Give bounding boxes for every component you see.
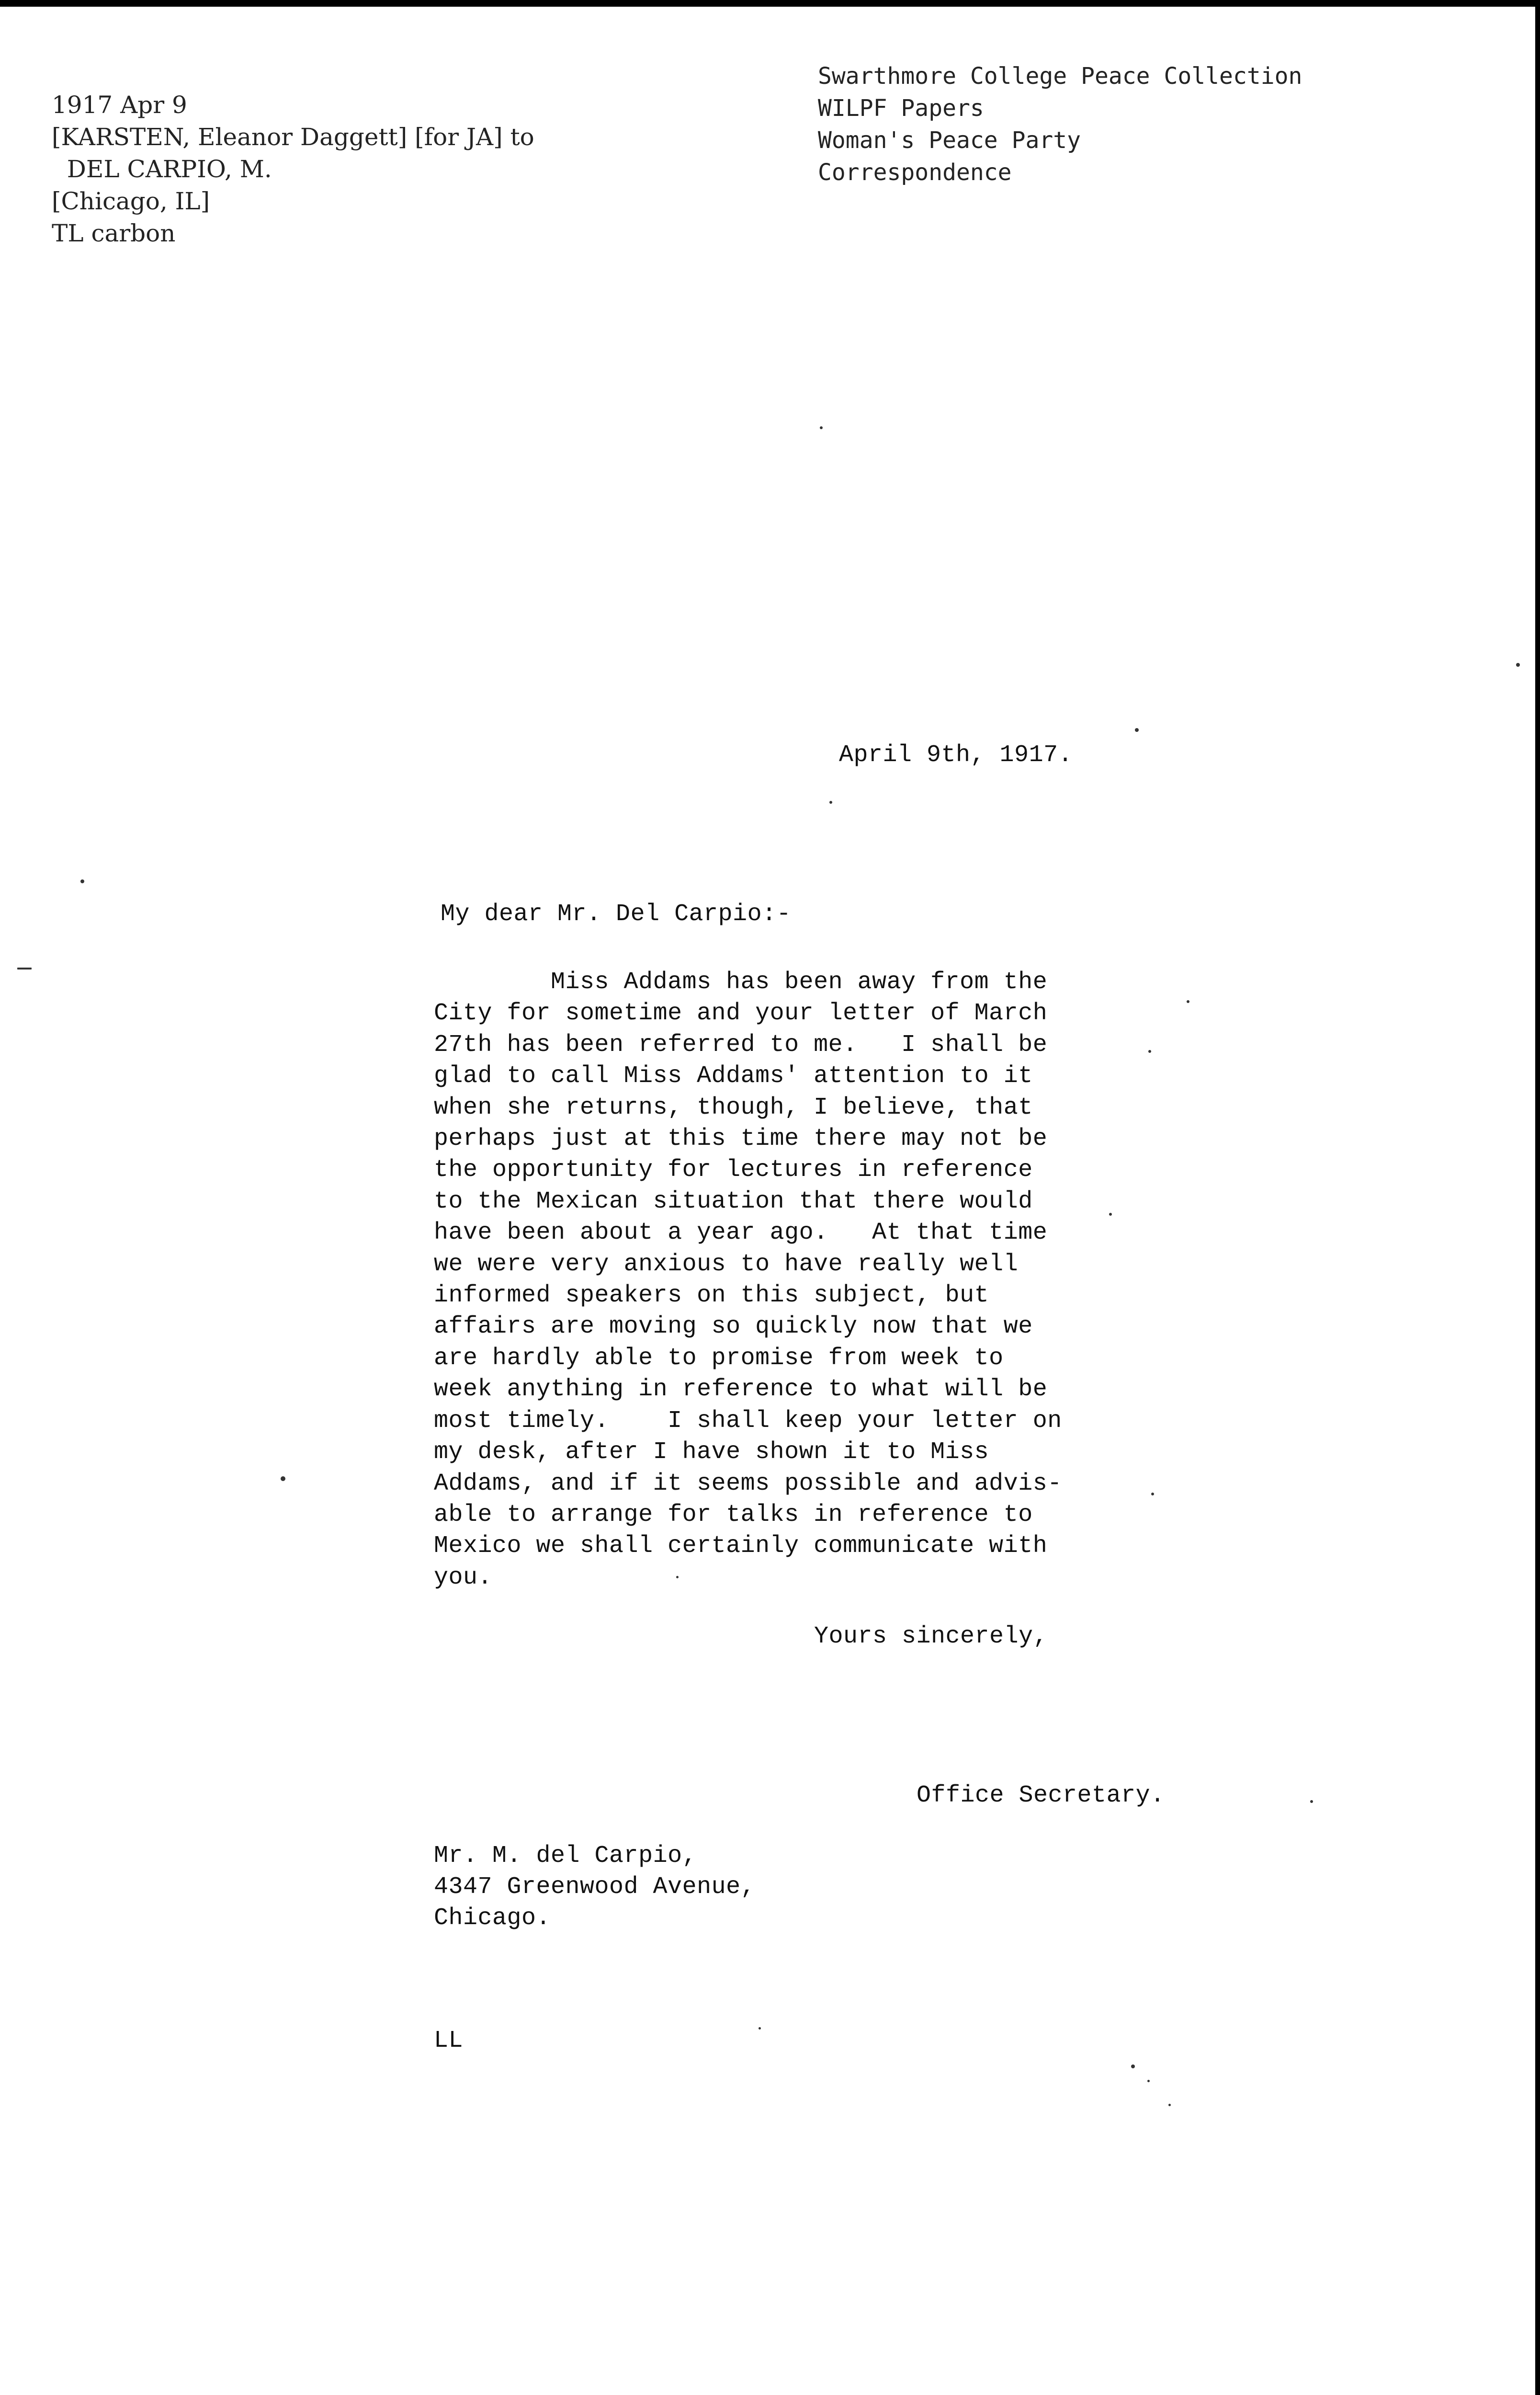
body-line: glad to call Miss Addams' attention to it xyxy=(434,1062,1033,1090)
recipient-address xyxy=(434,1840,755,1934)
scan-speck xyxy=(820,426,823,429)
scan-speck xyxy=(1187,1000,1189,1003)
letter-closing: Yours sincerely, xyxy=(814,1623,1048,1650)
scan-speck xyxy=(1151,1493,1154,1495)
body-line: 27th has been referred to me. I shall be xyxy=(434,1031,1048,1059)
catalog-recipient: DEL CARPIO, M. xyxy=(52,155,272,183)
body-line: you. xyxy=(434,1563,493,1591)
typist-initials: LL xyxy=(434,2027,464,2054)
scan-speck xyxy=(759,2027,761,2030)
letter-body xyxy=(434,967,1062,1593)
body-line: the opportunity for lectures in reference xyxy=(434,1156,1033,1184)
body-line: City for sometime and your letter of March xyxy=(434,1000,1048,1027)
collection-subseries: Correspondence xyxy=(818,159,1012,186)
catalog-place: [Chicago, IL] xyxy=(52,187,210,215)
scan-speck xyxy=(1516,663,1520,667)
body-line: to the Mexican situation that there would xyxy=(434,1187,1033,1215)
body-line: we were very anxious to have really well xyxy=(434,1250,1019,1278)
body-line: able to arrange for talks in reference to xyxy=(434,1501,1033,1528)
letter-date: April 9th, 1917. xyxy=(839,741,1073,769)
letter-signature: Office Secretary. xyxy=(917,1782,1165,1809)
letter-salutation: My dear Mr. Del Carpio:- xyxy=(441,901,792,928)
body-line: when she returns, though, I believe, that xyxy=(434,1094,1033,1121)
body-line: perhaps just at this time there may not be xyxy=(434,1125,1048,1153)
scan-speck xyxy=(17,968,32,969)
scan-speck xyxy=(1135,728,1139,732)
body-line: my desk, after I have shown it to Miss xyxy=(434,1438,989,1466)
body-line: week anything in reference to what will be xyxy=(434,1376,1048,1403)
scan-speck xyxy=(1168,2104,1171,2106)
catalog-format: TL carbon xyxy=(52,219,176,247)
body-line: are hardly able to promise from week to xyxy=(434,1344,1004,1372)
scan-speck xyxy=(1148,1050,1151,1053)
scan-speck xyxy=(1131,2064,1135,2068)
collection-papers: WILPF Papers xyxy=(818,95,984,122)
body-line: Mexico we shall certainly communicate with xyxy=(434,1532,1048,1560)
scan-speck xyxy=(829,801,832,804)
scan-border-top xyxy=(0,0,1540,7)
body-line: most timely. I shall keep your letter on xyxy=(434,1407,1062,1435)
collection-series: Woman's Peace Party xyxy=(818,127,1081,154)
address-line: Mr. M. del Carpio, xyxy=(434,1842,697,1870)
catalog-collection-right xyxy=(818,60,1302,189)
scan-speck xyxy=(1109,1213,1112,1216)
address-line: Chicago. xyxy=(434,1905,551,1932)
catalog-author-recipient: [KARSTEN, Eleanor Daggett] [for JA] to xyxy=(52,123,534,151)
scan-speck xyxy=(1310,1800,1313,1803)
body-line: Addams, and if it seems possible and advis- xyxy=(434,1470,1062,1497)
scan-speck xyxy=(80,879,84,883)
catalog-date: 1917 Apr 9 xyxy=(52,91,187,119)
body-line: affairs are moving so quickly now that we xyxy=(434,1313,1033,1341)
catalog-metadata-left xyxy=(52,89,534,250)
scan-speck xyxy=(281,1476,285,1481)
address-line: 4347 Greenwood Avenue, xyxy=(434,1873,756,1901)
body-line: have been about a year ago. At that time xyxy=(434,1219,1048,1247)
scan-border-right xyxy=(1535,0,1540,2395)
body-line: Miss Addams has been away from the xyxy=(434,969,1048,996)
collection-name: Swarthmore College Peace Collection xyxy=(818,63,1302,90)
body-line: informed speakers on this subject, but xyxy=(434,1282,989,1310)
scan-speck xyxy=(1147,2080,1150,2082)
scan-speck xyxy=(676,1576,679,1578)
